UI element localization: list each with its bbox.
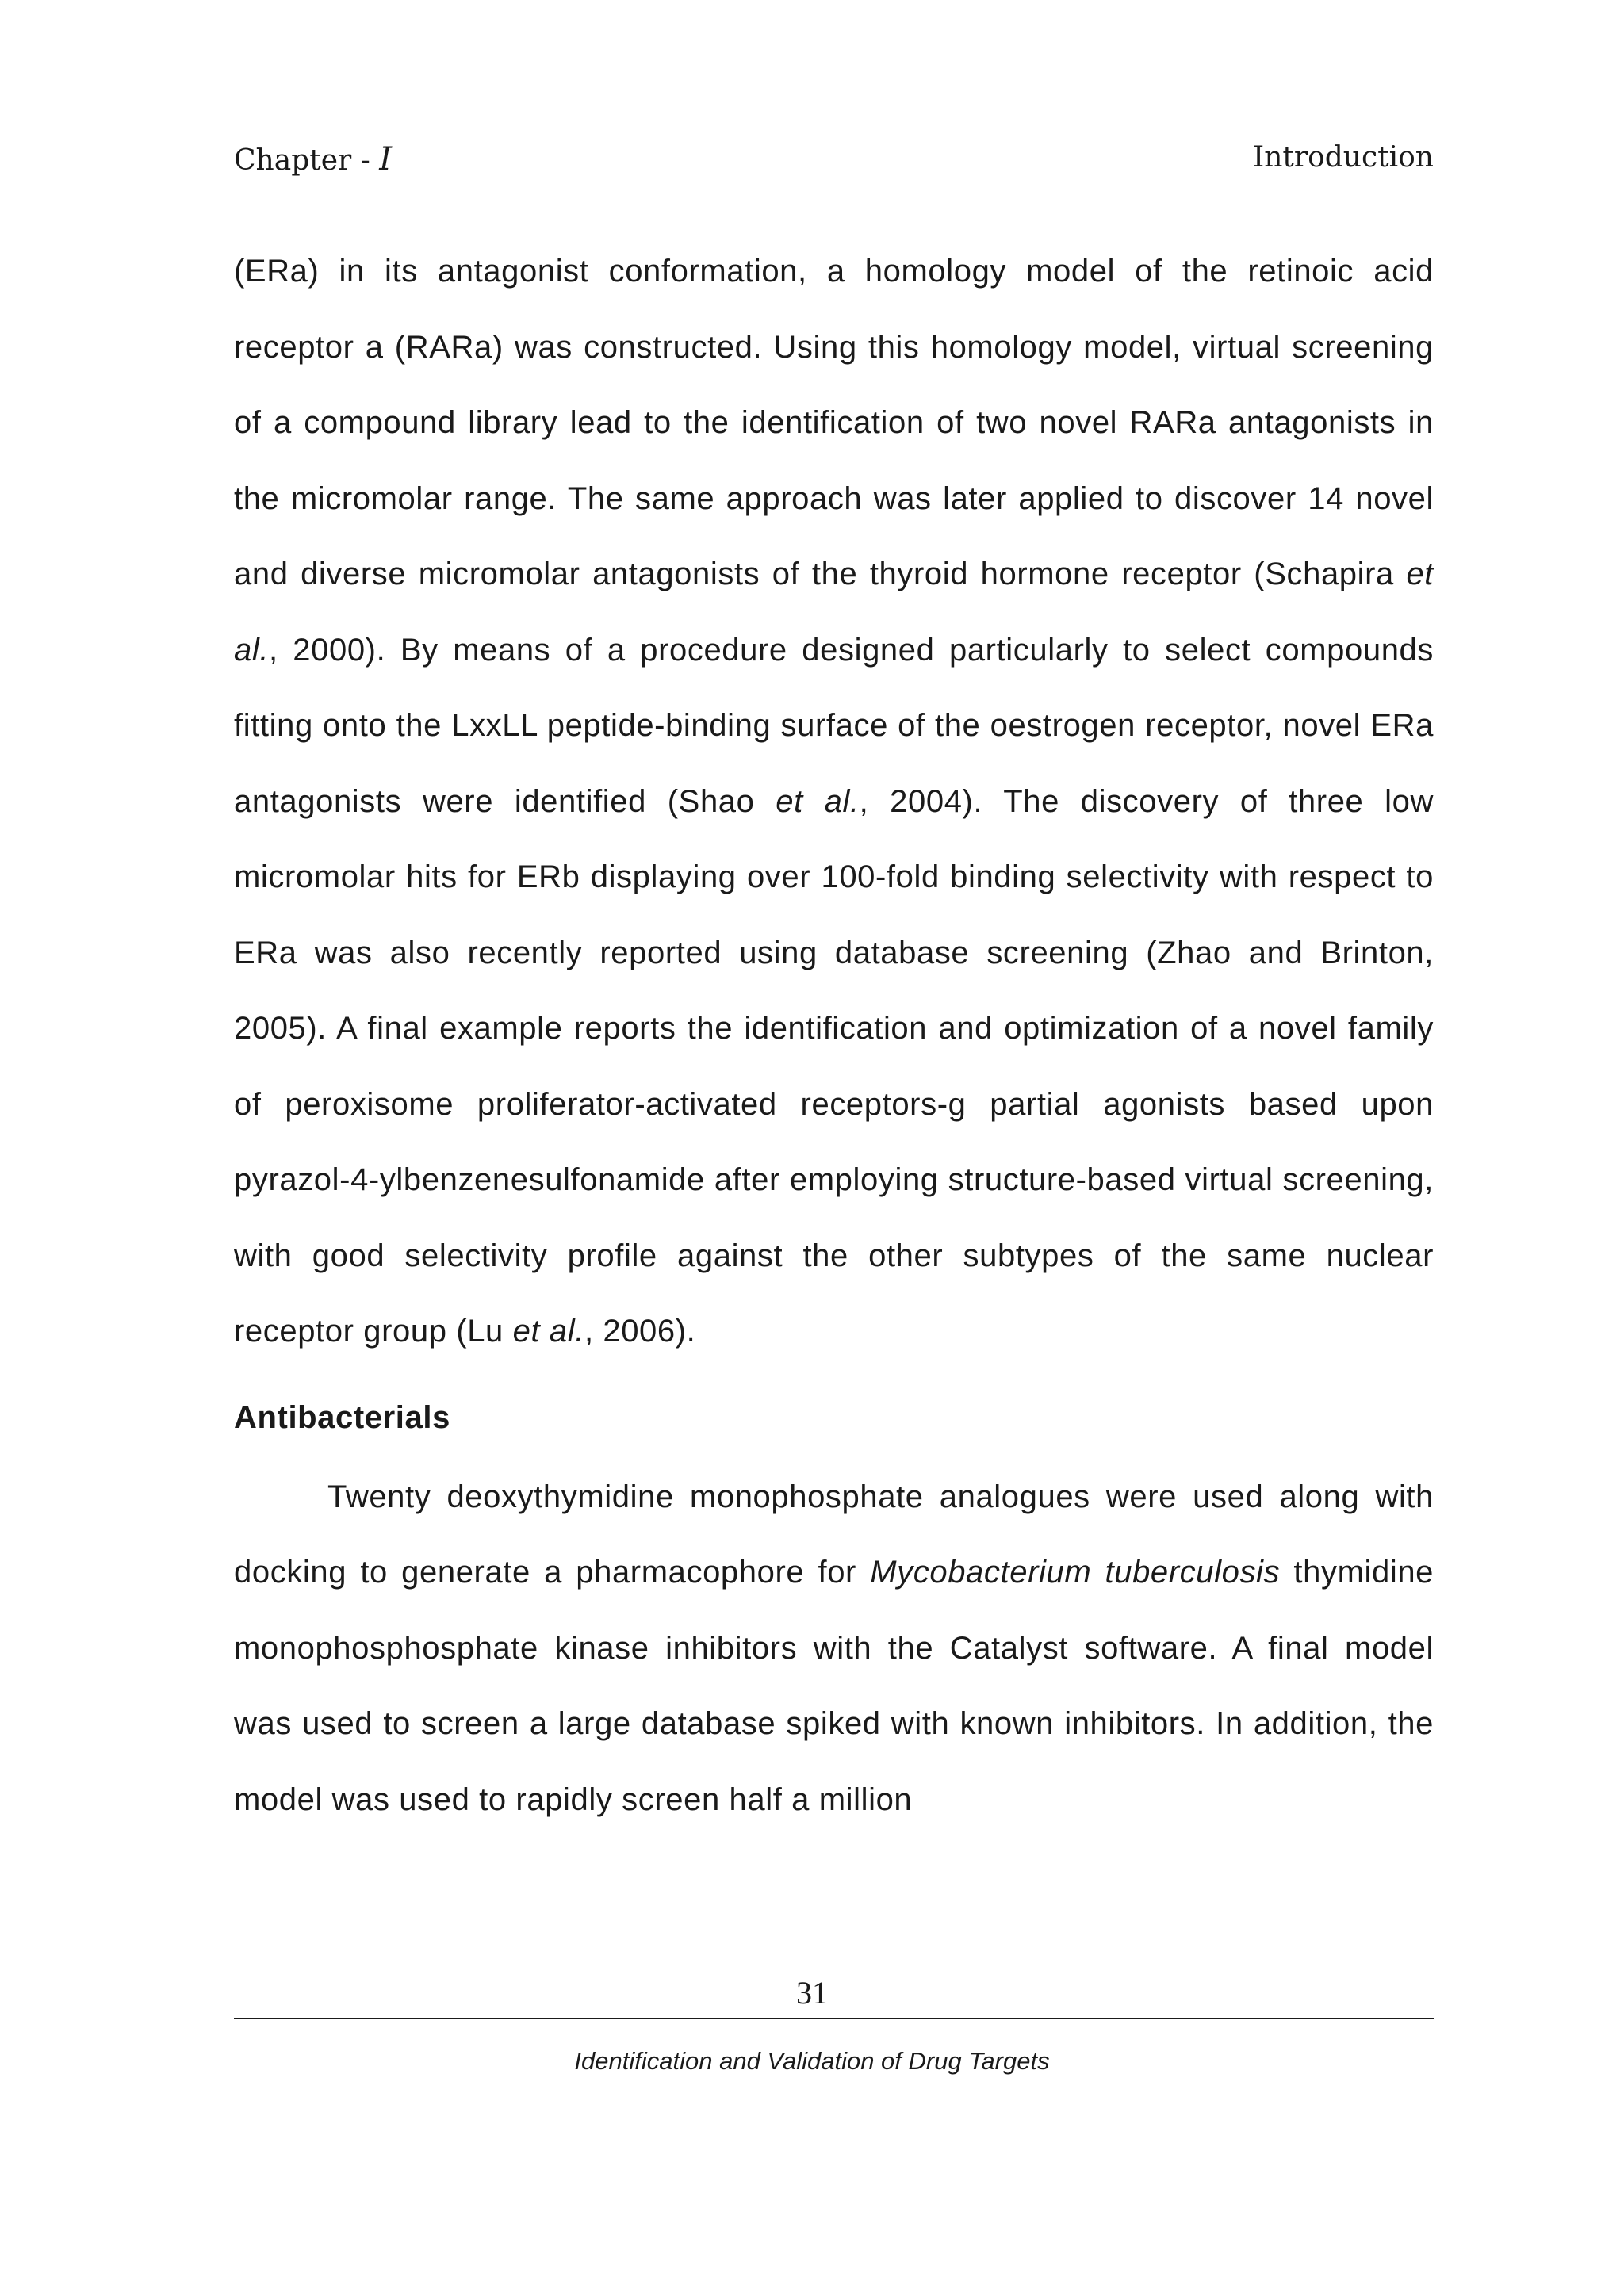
page-number: 31 (796, 1975, 828, 2011)
citation-et-al: et al. (234, 557, 1434, 668)
section-title: Introduction (1253, 141, 1434, 174)
footer-divider (234, 2018, 1434, 2019)
paragraph: (ERa) in its antagonist conformation, a homology model of the retinoic acid receptor a (RARa) was constructed. Using this homology model, virtual screening of a compound library lead to the identification of two novel RARa antagonists in the micromolar range. The same approach was later applied to discover 14 novel and diverse micromolar antagonists of the thyroid hormone receptor (Schapira et al., 2000). By means of a procedure designed particularly to select compounds fitting onto the LxxLL peptide-binding surface of the oestrogen receptor, novel ERa antagonists were identified (Shao et al., 2004). The discovery of three low micromolar hits for ERb displaying over 100-fold binding selectivity with respect to ERa was also recently reported using database screening (Zhao and Brinton, 2005). A final example reports the identification and optimization of a novel family of peroxisome proliferator-activated receptors-g partial agonists based upon pyrazol-4-ylbenzenesulfonamide after employing structure-based virtual screening, with good selectivity profile against the other subtypes of the same nuclear receptor group (Lu et al., 2006). (234, 254, 1434, 1349)
citation-et-al: et al. (776, 783, 860, 819)
body-text (234, 234, 1434, 1838)
running-footer: Identification and Validation of Drug Targets (574, 2047, 1050, 2075)
paragraph: Twenty deoxythymidine monophosphate analogues were used along with docking to generate a pharmacophore for Mycobacterium tuberculosis thymidine monophosphosphate kinase inhibitors with the Catalyst software. A final model was used to screen a large database spiked with known inhibitors. In addition, the model was used to rapidly screen half a million (234, 1479, 1434, 1817)
chapter-label: Chapter - I (234, 141, 393, 178)
citation-et-al: et al. (512, 1314, 584, 1349)
chapter-number: I (379, 141, 393, 178)
running-header (234, 141, 1434, 189)
section-heading: Antibacterials (234, 1399, 450, 1435)
organism-name: Mycobacterium tuberculosis (870, 1555, 1281, 1590)
